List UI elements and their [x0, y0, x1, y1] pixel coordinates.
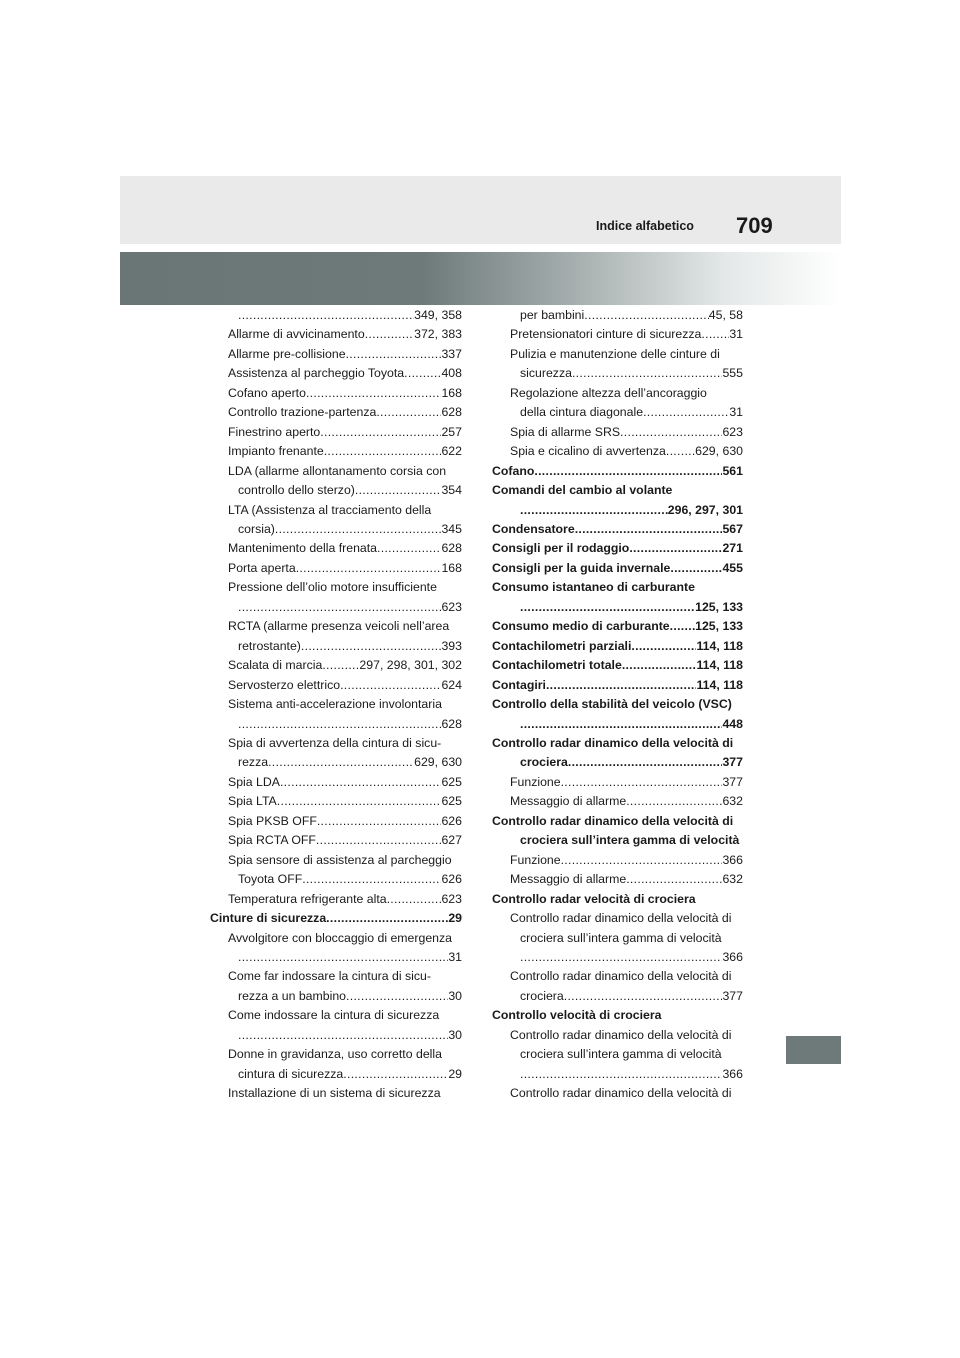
dot-leader	[520, 501, 668, 520]
dot-leader	[238, 598, 441, 617]
index-entry-pages: 377	[722, 774, 743, 789]
index-entry-label: crociera	[520, 988, 564, 1003]
index-entry-label: Assistenza al parcheggio Toyota	[228, 366, 405, 381]
dot-leader	[666, 442, 695, 461]
index-entry-label: Spia LDA	[228, 774, 280, 789]
index-entry-label: Consumo medio di carburante	[492, 619, 670, 634]
index-entry-pages: 297, 298, 301, 302	[359, 658, 462, 673]
index-entry-heading: Controllo radar dinamico della velocità di	[510, 969, 732, 984]
dot-leader	[561, 773, 723, 792]
index-entry-pages: 567	[722, 521, 743, 536]
dot-leader	[355, 481, 442, 500]
dot-leader	[322, 656, 359, 675]
index-entry	[492, 773, 743, 792]
index-entry-pages: 626	[441, 872, 462, 887]
index-entry	[492, 325, 743, 344]
index-entry-pages: 114, 118	[696, 658, 743, 673]
index-entry-pages: 271	[722, 541, 743, 556]
dot-leader	[296, 559, 442, 578]
index-entry-pages: 168	[441, 560, 462, 575]
index-entry-pages: 622	[441, 444, 462, 459]
dot-leader	[365, 325, 414, 344]
index-entry-heading: Controllo radar dinamico della velocità di	[492, 735, 734, 750]
index-entry-pages: 30	[448, 1027, 462, 1042]
index-entry-label: Cinture di sicurezza	[210, 911, 327, 926]
index-entry-continuation	[210, 715, 462, 734]
index-entry-pages: 345	[441, 521, 462, 536]
index-entry-heading: Avvolgitore con bloccaggio di emergenza	[228, 930, 452, 945]
index-column-right	[492, 306, 743, 1104]
dot-leader	[324, 442, 442, 461]
index-entry-label: Contagiri	[492, 677, 546, 692]
dot-leader	[320, 423, 441, 442]
index-entry-label: Funzione	[510, 852, 561, 867]
index-entry	[210, 637, 462, 656]
index-entry-pages: 626	[441, 813, 462, 828]
index-entry	[492, 753, 743, 772]
index-entry-label: Funzione	[510, 774, 561, 789]
dot-leader	[670, 559, 722, 578]
index-entry	[492, 676, 743, 695]
index-entry	[210, 831, 462, 850]
dot-leader	[670, 617, 695, 636]
index-entry-pages: 29	[448, 911, 462, 926]
dot-leader	[346, 345, 442, 364]
index-entry-pages: 337	[441, 346, 462, 361]
index-entry-continuation	[210, 1026, 462, 1045]
index-entry-label: Mantenimento della frenata	[228, 541, 378, 556]
index-entry-label: Spia di allarme SRS	[510, 424, 621, 439]
index-entry	[210, 364, 462, 383]
index-entry-pages: 623	[722, 424, 743, 439]
index-entry-pages: 372, 383	[414, 327, 462, 342]
dot-leader	[275, 520, 442, 539]
index-entry	[492, 559, 743, 578]
index-entry-label: Messaggio di allarme	[510, 872, 627, 887]
index-entry	[492, 617, 743, 636]
dot-leader	[302, 870, 441, 889]
index-entry-heading: Controllo velocità di crociera	[492, 1008, 662, 1023]
index-entry	[492, 656, 743, 675]
index-entry-pages: 168	[441, 385, 462, 400]
index-entry-heading: Controllo radar dinamico della velocità di	[510, 911, 732, 926]
index-entry-pages: 31	[448, 949, 462, 964]
index-entry-label: Contachilometri parziali	[492, 638, 632, 653]
index-entry	[210, 870, 462, 889]
index-entry	[210, 890, 462, 909]
index-entry-continuation	[210, 948, 462, 967]
dot-leader	[346, 987, 448, 1006]
index-entry-pages: 629, 630	[414, 755, 462, 770]
index-entry-pages: 623	[441, 599, 462, 614]
dot-leader	[568, 753, 723, 772]
index-entry-pages: 632	[722, 794, 743, 809]
index-entry-label: Servosterzo elettrico	[228, 677, 341, 692]
index-entry-pages: 625	[441, 774, 462, 789]
dot-leader	[629, 539, 722, 558]
index-entry-heading: crociera sull’intera gamma di velocità	[520, 1047, 722, 1062]
index-entry	[210, 812, 462, 831]
dot-leader	[620, 423, 722, 442]
dot-leader	[343, 1065, 448, 1084]
index-entry-label: Toyota OFF	[238, 872, 303, 887]
index-entry-label: Cofano	[492, 463, 535, 478]
dot-leader	[268, 753, 414, 772]
dot-leader	[546, 676, 697, 695]
index-entry-pages: 125, 133	[695, 619, 743, 634]
index-entry-heading: Come indossare la cintura di sicurezza	[228, 1008, 440, 1023]
index-entry-heading: Spia sensore di assistenza al parcheggio	[228, 852, 452, 867]
index-entry-pages: 629, 630	[695, 444, 743, 459]
dot-leader	[238, 948, 448, 967]
dot-leader	[277, 792, 442, 811]
index-entry-pages: 408	[441, 366, 462, 381]
index-entry-label: Porta aperta	[228, 560, 296, 575]
dot-leader	[238, 715, 441, 734]
index-entry-continuation	[492, 501, 743, 520]
index-entry-pages: 296, 297, 301	[667, 502, 743, 517]
index-entry-label: Spia PKSB OFF	[228, 813, 317, 828]
index-entry	[492, 637, 743, 656]
index-entry-pages: 366	[722, 949, 743, 964]
index-column-left	[210, 306, 462, 1104]
index-entry-pages: 354	[441, 483, 462, 498]
index-entry	[492, 423, 743, 442]
index-entry-heading: Spia di avvertenza della cintura di sicu-	[228, 735, 442, 750]
dot-leader	[387, 890, 442, 909]
index-entry-heading: Controllo della stabilità del veicolo (VSC)	[492, 697, 732, 712]
index-entry-label: Spia RCTA OFF	[228, 833, 316, 848]
index-entry-pages: 627	[441, 833, 462, 848]
index-entry	[210, 559, 462, 578]
index-entry	[492, 462, 743, 481]
index-entry-continuation	[492, 948, 743, 967]
dot-leader	[340, 676, 441, 695]
index-entry	[492, 403, 743, 422]
index-entry-label: per bambini	[520, 308, 585, 322]
index-entry-label: Messaggio di allarme	[510, 794, 627, 809]
index-entry	[210, 442, 462, 461]
index-entry-label: Contachilometri totale	[492, 658, 622, 673]
index-entry-pages: 45, 58	[708, 308, 743, 322]
index-entry-heading: Installazione di un sistema di sicurezza	[228, 1086, 441, 1101]
index-entry	[492, 987, 743, 1006]
index-entry	[210, 987, 462, 1006]
index-entry	[210, 423, 462, 442]
index-entry	[492, 520, 743, 539]
index-entry-label: retrostante)	[238, 638, 301, 653]
index-entry-heading: Regolazione altezza dell’ancoraggio	[510, 385, 707, 400]
index-entry-heading: Consumo istantaneo di carburante	[492, 580, 695, 595]
index-entry-continuation	[210, 306, 462, 325]
index-entry	[210, 520, 462, 539]
index-entry	[492, 364, 743, 383]
index-entry-label: cintura di sicurezza	[238, 1066, 344, 1081]
index-entry-heading: Pulizia e manutenzione delle cinture di	[510, 346, 720, 361]
index-entry	[210, 539, 462, 558]
index-entry-pages: 555	[722, 366, 743, 381]
index-entry-label: rezza a un bambino	[238, 988, 347, 1003]
index-entry-label: Finestrino aperto	[228, 424, 321, 439]
dot-leader	[631, 637, 696, 656]
index-entry	[210, 656, 462, 675]
dot-leader	[326, 909, 448, 928]
index-entry	[492, 442, 743, 461]
index-entry-heading: Controllo radar dinamico della velocità di	[510, 1027, 732, 1042]
index-entry-pages: 628	[441, 541, 462, 556]
index-entry-continuation	[492, 598, 743, 617]
dot-leader	[575, 520, 723, 539]
index-entry-heading: Controllo radar velocità di crociera	[492, 891, 696, 906]
index-entry	[210, 325, 462, 344]
dot-leader	[561, 851, 723, 870]
index-entry-label: Scalata di marcia	[228, 658, 323, 673]
dot-leader	[584, 306, 709, 325]
index-entry-label: Pretensionatori cinture di sicurezza	[510, 327, 702, 342]
index-entry-pages: 561	[722, 463, 743, 478]
dot-leader	[534, 462, 722, 481]
index-entry	[492, 792, 743, 811]
index-entry-heading: crociera sull’intera gamma di velocità	[520, 833, 740, 848]
dot-leader	[238, 1026, 448, 1045]
index-entry-label: Impianto frenante	[228, 444, 324, 459]
index-entry-label: controllo dello sterzo)	[238, 483, 355, 498]
index-entry-pages: 31	[729, 405, 743, 420]
index-entry	[492, 539, 743, 558]
section-title: Indice alfabetico	[596, 219, 694, 233]
index-entry-heading: RCTA (allarme presenza veicoli nell’area	[228, 619, 450, 634]
index-entry	[210, 676, 462, 695]
index-entry	[210, 481, 462, 500]
dot-leader	[572, 364, 723, 383]
index-entry-heading: Donne in gravidanza, uso corretto della	[228, 1047, 442, 1062]
index-entry-label: Condensatore	[492, 521, 575, 536]
index-entry-label: Spia e cicalino di avvertenza	[510, 444, 666, 459]
dot-leader	[404, 364, 441, 383]
dot-leader	[376, 403, 441, 422]
dot-leader	[520, 598, 695, 617]
index-entry-label: Allarme pre-collisione	[228, 346, 346, 361]
index-entry	[210, 753, 462, 772]
index-entry-heading: crociera sull’intera gamma di velocità	[520, 930, 722, 945]
index-entry-label: Cofano aperto	[228, 385, 306, 400]
dot-leader	[520, 948, 722, 967]
page-number: 709	[736, 213, 773, 238]
index-entry-pages: 114, 118	[696, 677, 743, 692]
index-entry-heading: LTA (Assistenza al tracciamento della	[228, 502, 432, 517]
index-entry-continuation	[492, 1065, 743, 1084]
index-entry-pages: 349, 358	[414, 308, 462, 322]
dot-leader	[238, 306, 414, 325]
dot-leader	[626, 870, 722, 889]
index-entry-pages: 30	[448, 988, 462, 1003]
index-entry-pages: 257	[441, 424, 462, 439]
index-entry-pages: 448	[722, 716, 743, 731]
index-entry	[210, 403, 462, 422]
index-entry	[210, 384, 462, 403]
index-entry	[210, 773, 462, 792]
index-entry-label: Spia LTA	[228, 794, 277, 809]
index-entry-label: crociera	[520, 755, 568, 770]
dot-leader	[701, 325, 729, 344]
index-entry-pages: 377	[722, 988, 743, 1003]
dot-leader	[280, 773, 442, 792]
index-entry	[492, 851, 743, 870]
dot-leader	[317, 812, 442, 831]
index-entry-label: Consigli per la guida invernale	[492, 560, 671, 575]
dot-leader	[520, 715, 722, 734]
index-entry-label: Allarme di avvicinamento	[228, 327, 365, 342]
dot-leader	[377, 539, 441, 558]
dot-leader	[643, 403, 729, 422]
index-entry-pages: 624	[441, 677, 462, 692]
index-entry-pages: 366	[722, 1066, 743, 1081]
index-entry-heading: Comandi del cambio al volante	[492, 483, 673, 498]
index-entry-pages: 625	[441, 794, 462, 809]
index-entry-heading: LDA (allarme allontanamento corsia con	[228, 463, 447, 478]
index-entry	[210, 1065, 462, 1084]
index-entry-heading: Controllo radar dinamico della velocità di	[510, 1086, 732, 1101]
index-entry-continuation	[210, 598, 462, 617]
index-entry	[210, 792, 462, 811]
index-entry-heading: Pressione dell’olio motore insufficiente	[228, 580, 437, 595]
index-entry-heading: Come far indossare la cintura di sicu-	[228, 969, 431, 984]
header-gradient-bar	[120, 252, 841, 305]
index-entry-pages: 623	[441, 891, 462, 906]
index-entry-pages: 632	[722, 872, 743, 887]
index-entry-pages: 628	[441, 716, 462, 731]
index-entry	[492, 870, 743, 889]
index-entry	[210, 909, 462, 928]
index-entry-pages: 366	[722, 852, 743, 867]
header-band	[120, 176, 841, 244]
index-entry-pages: 377	[722, 755, 743, 770]
index-entry-pages: 455	[722, 560, 743, 575]
index-entry-heading: Sistema anti-accelerazione involontaria	[228, 697, 442, 712]
index-entry-pages: 628	[441, 405, 462, 420]
dot-leader	[306, 384, 442, 403]
index-entry	[210, 345, 462, 364]
index-entry-label: della cintura diagonale	[520, 405, 644, 420]
dot-leader	[301, 637, 442, 656]
index-entry-continuation	[492, 715, 743, 734]
index-entry-label: sicurezza	[520, 366, 572, 381]
index-entry-pages: 114, 118	[696, 638, 743, 653]
dot-leader	[626, 792, 722, 811]
index-entry-pages: 29	[448, 1066, 462, 1081]
index-entry-label: rezza	[238, 755, 269, 770]
index-entry-pages: 393	[441, 638, 462, 653]
index-entry-pages: 125, 133	[695, 599, 743, 614]
index-entry-label: Temperatura refrigerante alta	[228, 891, 387, 906]
dot-leader	[622, 656, 697, 675]
index-entry-pages: 31	[729, 327, 743, 342]
index-entry-label: Controllo trazione-partenza	[228, 405, 377, 420]
dot-leader	[564, 987, 723, 1006]
index-entry-label: Consigli per il rodaggio	[492, 541, 630, 556]
index-entry-heading: Controllo radar dinamico della velocità di	[492, 813, 734, 828]
dot-leader	[520, 1065, 722, 1084]
index-side-tab	[786, 1036, 841, 1064]
index-entry-label: corsia)	[238, 521, 275, 536]
index-entry	[492, 306, 743, 325]
dot-leader	[316, 831, 442, 850]
